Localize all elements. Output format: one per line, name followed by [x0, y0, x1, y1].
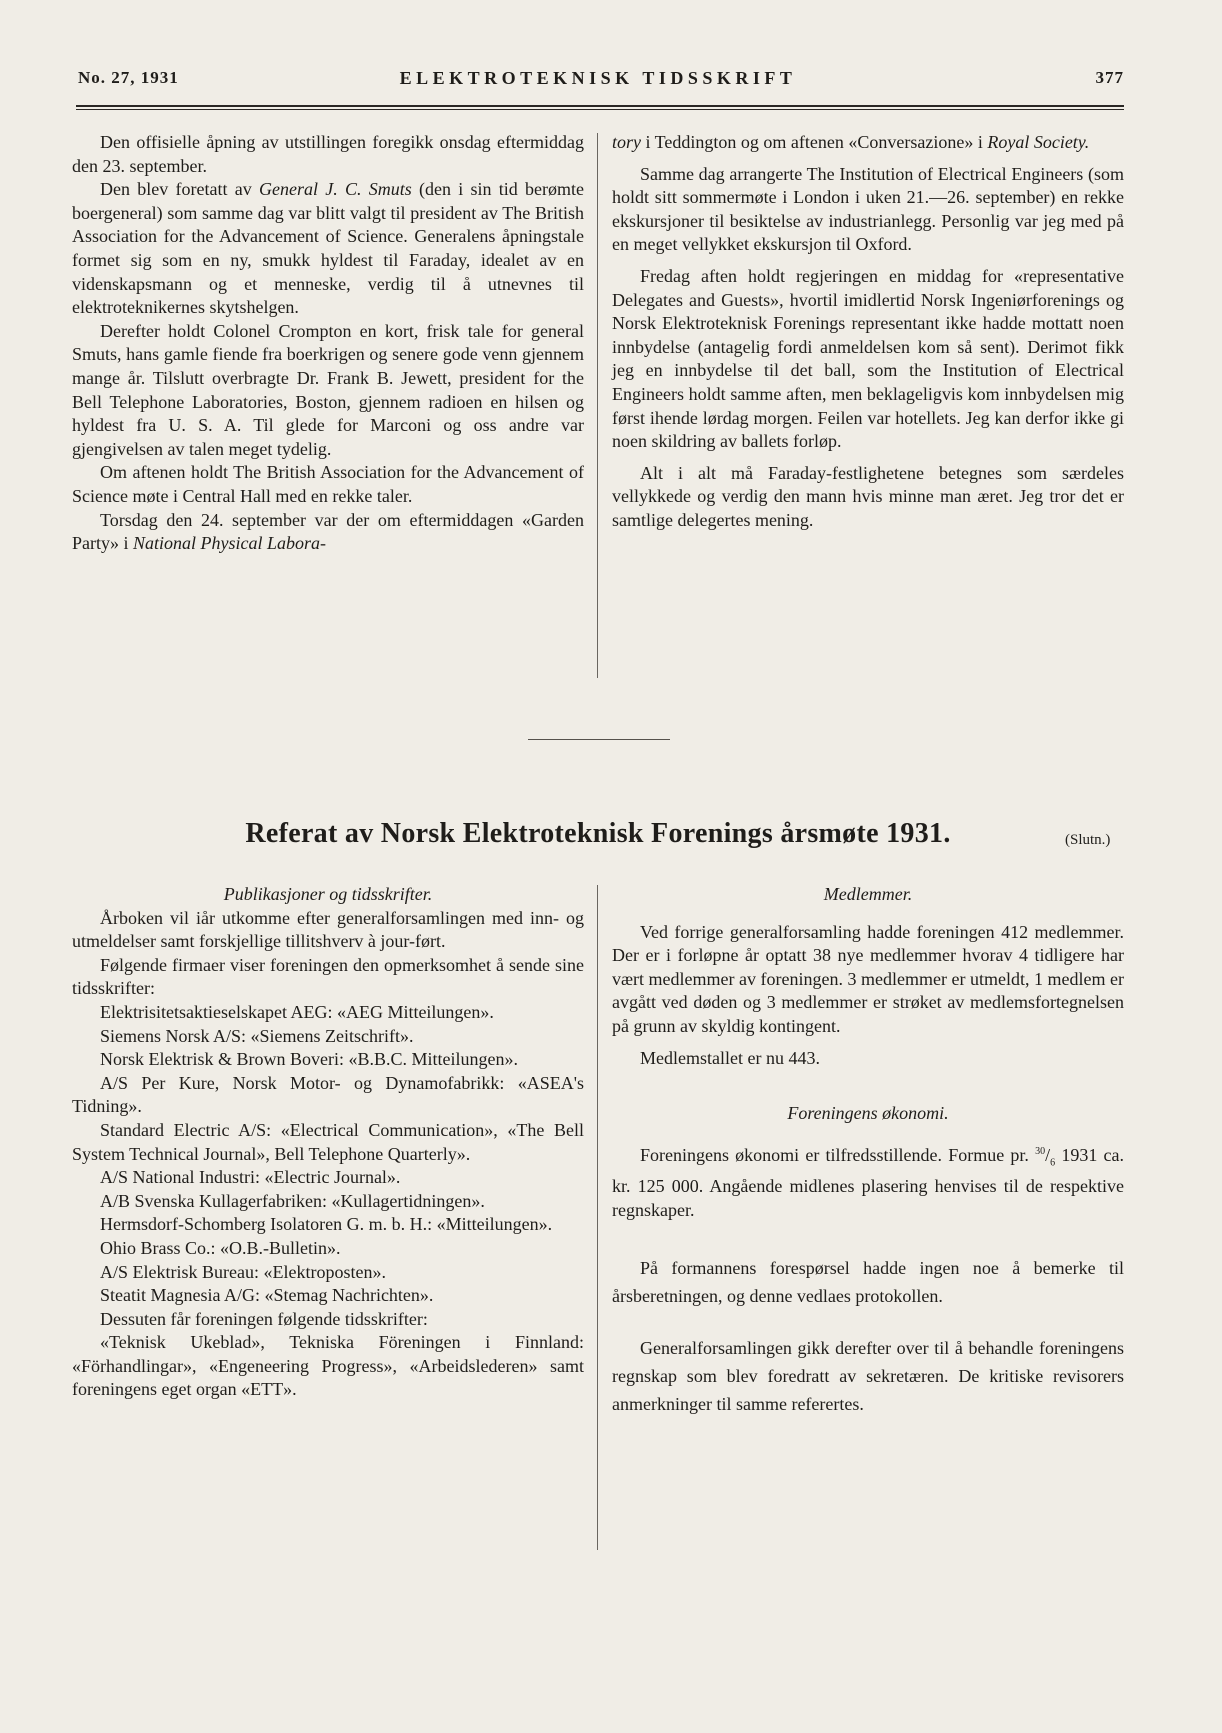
list-item: A/S National Industri: «Electric Journal». — [100, 1167, 401, 1188]
header-rule — [76, 105, 1124, 107]
list-item: Hermsdorf-Schomberg Isolatoren G. m. b. H.: «Mitteilungen». — [100, 1214, 553, 1235]
list-item: Norsk Elektrisk & Brown Boveri: «B.B.C. Mitteilungen». — [100, 1049, 518, 1070]
paragraph: Den blev foretatt av General J. C. Smuts (den i sin tid berømte boergeneral) som samme dag var blitt valgt til president av The British Association for the Advancement of Science. Generalens åpningstale formet sig som en ny, smukk hyldest til Faraday, idealet av en videnskapsmann og et menneske, verdig til å utnevnes til elektroteknikernes skytshelgen. — [72, 179, 585, 318]
running-header — [72, 68, 1124, 92]
paragraph: På formannens forespørsel hadde ingen noe å bemerke til årsberetningen, og denne vedlaes protokollen. — [612, 1258, 1124, 1307]
list-item: Standard Electric A/S: «Electrical Communication», «The Bell System Technical Journal», Bell Telephone Quarterly». — [72, 1119, 584, 1164]
list-item: «Teknisk Ukeblad», Tekniska Föreningen i Finnland: «Förhandlingar», «Engeneering Progress», «Arbeidslederen» samt foreningens eget organ «ETT». — [72, 1332, 584, 1400]
paragraph: Om aftenen holdt The British Association for the Advancement of Science møte i Central Hall med en rekke taler. — [72, 462, 584, 506]
list-item: Steatit Magnesia A/G: «Stemag Nachrichten». — [100, 1285, 434, 1306]
list-item: Elektrisitetsaktieselskapet AEG: «AEG Mitteilungen». — [100, 1001, 494, 1022]
list-item: Følgende firmaer viser foreningen den opmerksomhet å sende sine tidsskrifter: — [72, 954, 584, 999]
paragraph: tory i Teddington og om aftenen «Conversazione» i Royal Society. — [612, 132, 1090, 152]
bottom-left-column — [72, 883, 584, 1402]
list-item: Årboken vil iår utkomme efter generalforsamlingen med inn- og utmeldelser samt forskjellige tillitshverv à jour-ført. — [72, 907, 584, 952]
list-item: A/S Per Kure, Norsk Motor- og Dynamofabrikk: «ASEA's Tidning». — [72, 1072, 584, 1117]
list-item: A/B Svenska Kullagerfabriken: «Kullagertidningen». — [100, 1190, 485, 1211]
top-right-column — [612, 131, 1124, 533]
list-item: Siemens Norsk A/S: «Siemens Zeitschrift». — [100, 1025, 414, 1046]
list-item: Dessuten får foreningen følgende tidsskrifter: — [100, 1308, 428, 1329]
column-divider — [597, 885, 598, 1550]
section-separator — [528, 739, 670, 740]
bottom-right-column — [612, 883, 1124, 1418]
paragraph: Samme dag arrangerte The Institution of Electrical Engineers (som holdt sitt sommermøte i London i uken 21.—26. september) en rekke ekskursjoner til besiktelse av industrianlegg. Personlig var jeg med på en meget vellykket ekskursjon til Oxford. — [612, 163, 1124, 255]
paragraph: Alt i alt må Faraday-festlighetene betegnes som særdeles vellykkede og verdig den mann hvis minne man æret. Jeg tror det er samtlige delegertes mening. — [612, 462, 1124, 530]
header-rule-thin — [76, 109, 1124, 110]
article-title: Referat av Norsk Elektroteknisk Forenings årsmøte 1931. — [245, 818, 951, 849]
list-item: A/S Elektrisk Bureau: «Elektroposten». — [100, 1261, 386, 1282]
paragraph: Fredag aften holdt regjeringen en middag for «representative Delegates and Guests», hvortil imidlertid Norsk Ingeniørforenings og Norsk Elektroteknisk Forenings representant ikke hadde mottatt noen innbydelse (antagelig fordi anmeldelsen kom så sent). Derimot fikk jeg en innbydelse til det ball, som the Institution of Electrical Engineers holdt samme aften, men beklageligvis kom innbydelsen mig først ihende lørdag morgen. Feilen var hotellets. Jeg kan derfor ikke gi noen skildring av ballets forløp. — [612, 265, 1124, 452]
continuation-note: (Slutn.) — [1065, 832, 1111, 848]
paragraph: Ved forrige generalforsamling hadde foreningen 412 medlemmer. Der er i forløpne år optatt 38 nye medlemmer hvorav 4 tidligere har vært medlemmer av foreningen. 3 medlemmer er utmeldt, 1 medlem er avgått ved døden og 3 medlemmer er strøket av medlemsfortegnelsen på grunn av skyldig kontingent. — [612, 921, 1124, 1036]
column-divider — [597, 133, 598, 678]
paragraph: Torsdag den 24. september var der om eftermiddagen «Garden Party» i National Physical Labora- — [72, 509, 584, 554]
journal-name: ELEKTROTEKNISK TIDSSKRIFT — [399, 68, 797, 88]
section-heading: Publikasjoner og tidsskrifter. — [223, 884, 433, 904]
list-item: Ohio Brass Co.: «O.B.-Bulletin». — [100, 1237, 341, 1258]
page-number: 377 — [1095, 68, 1124, 87]
paragraph: Generalforsamlingen gikk derefter over til å behandle foreningens regnskap som blev foredratt av sekretæren. De kritiske revisorers anmerkninger til samme referertes. — [612, 1338, 1124, 1415]
paragraph: Foreningens økonomi er tilfredsstillende. Formue pr. $^{30}/_6$ 1931 ca. kr. 125 000. Angående midlenes plasering henvises til de respektive regnskaper. — [612, 1144, 1124, 1220]
section-heading: Medlemmer. — [823, 884, 913, 904]
top-left-column — [72, 131, 584, 556]
paragraph: Den offisielle åpning av utstillingen foregikk onsdag eftermiddag den 23. september. — [72, 132, 584, 176]
paragraph: Medlemstallet er nu 443. — [640, 1047, 820, 1068]
paragraph: Derefter holdt Colonel Crompton en kort, frisk tale for general Smuts, hans gamle fiende fra boerkrigen og senere gode venn gjennem mange år. Tilslutt overbragte Dr. Frank B. Jewett, president for the Bell Telephone Laboratories, Boston, gjennem radioen en hilsen og hyldest fra U. S. A. Til glede for Marconi og oss andre var gjengivelsen av talen meget tydelig. — [72, 320, 584, 459]
section-heading: Foreningens økonomi. — [787, 1103, 949, 1124]
issue-number: No. 27, 1931 — [78, 68, 179, 87]
